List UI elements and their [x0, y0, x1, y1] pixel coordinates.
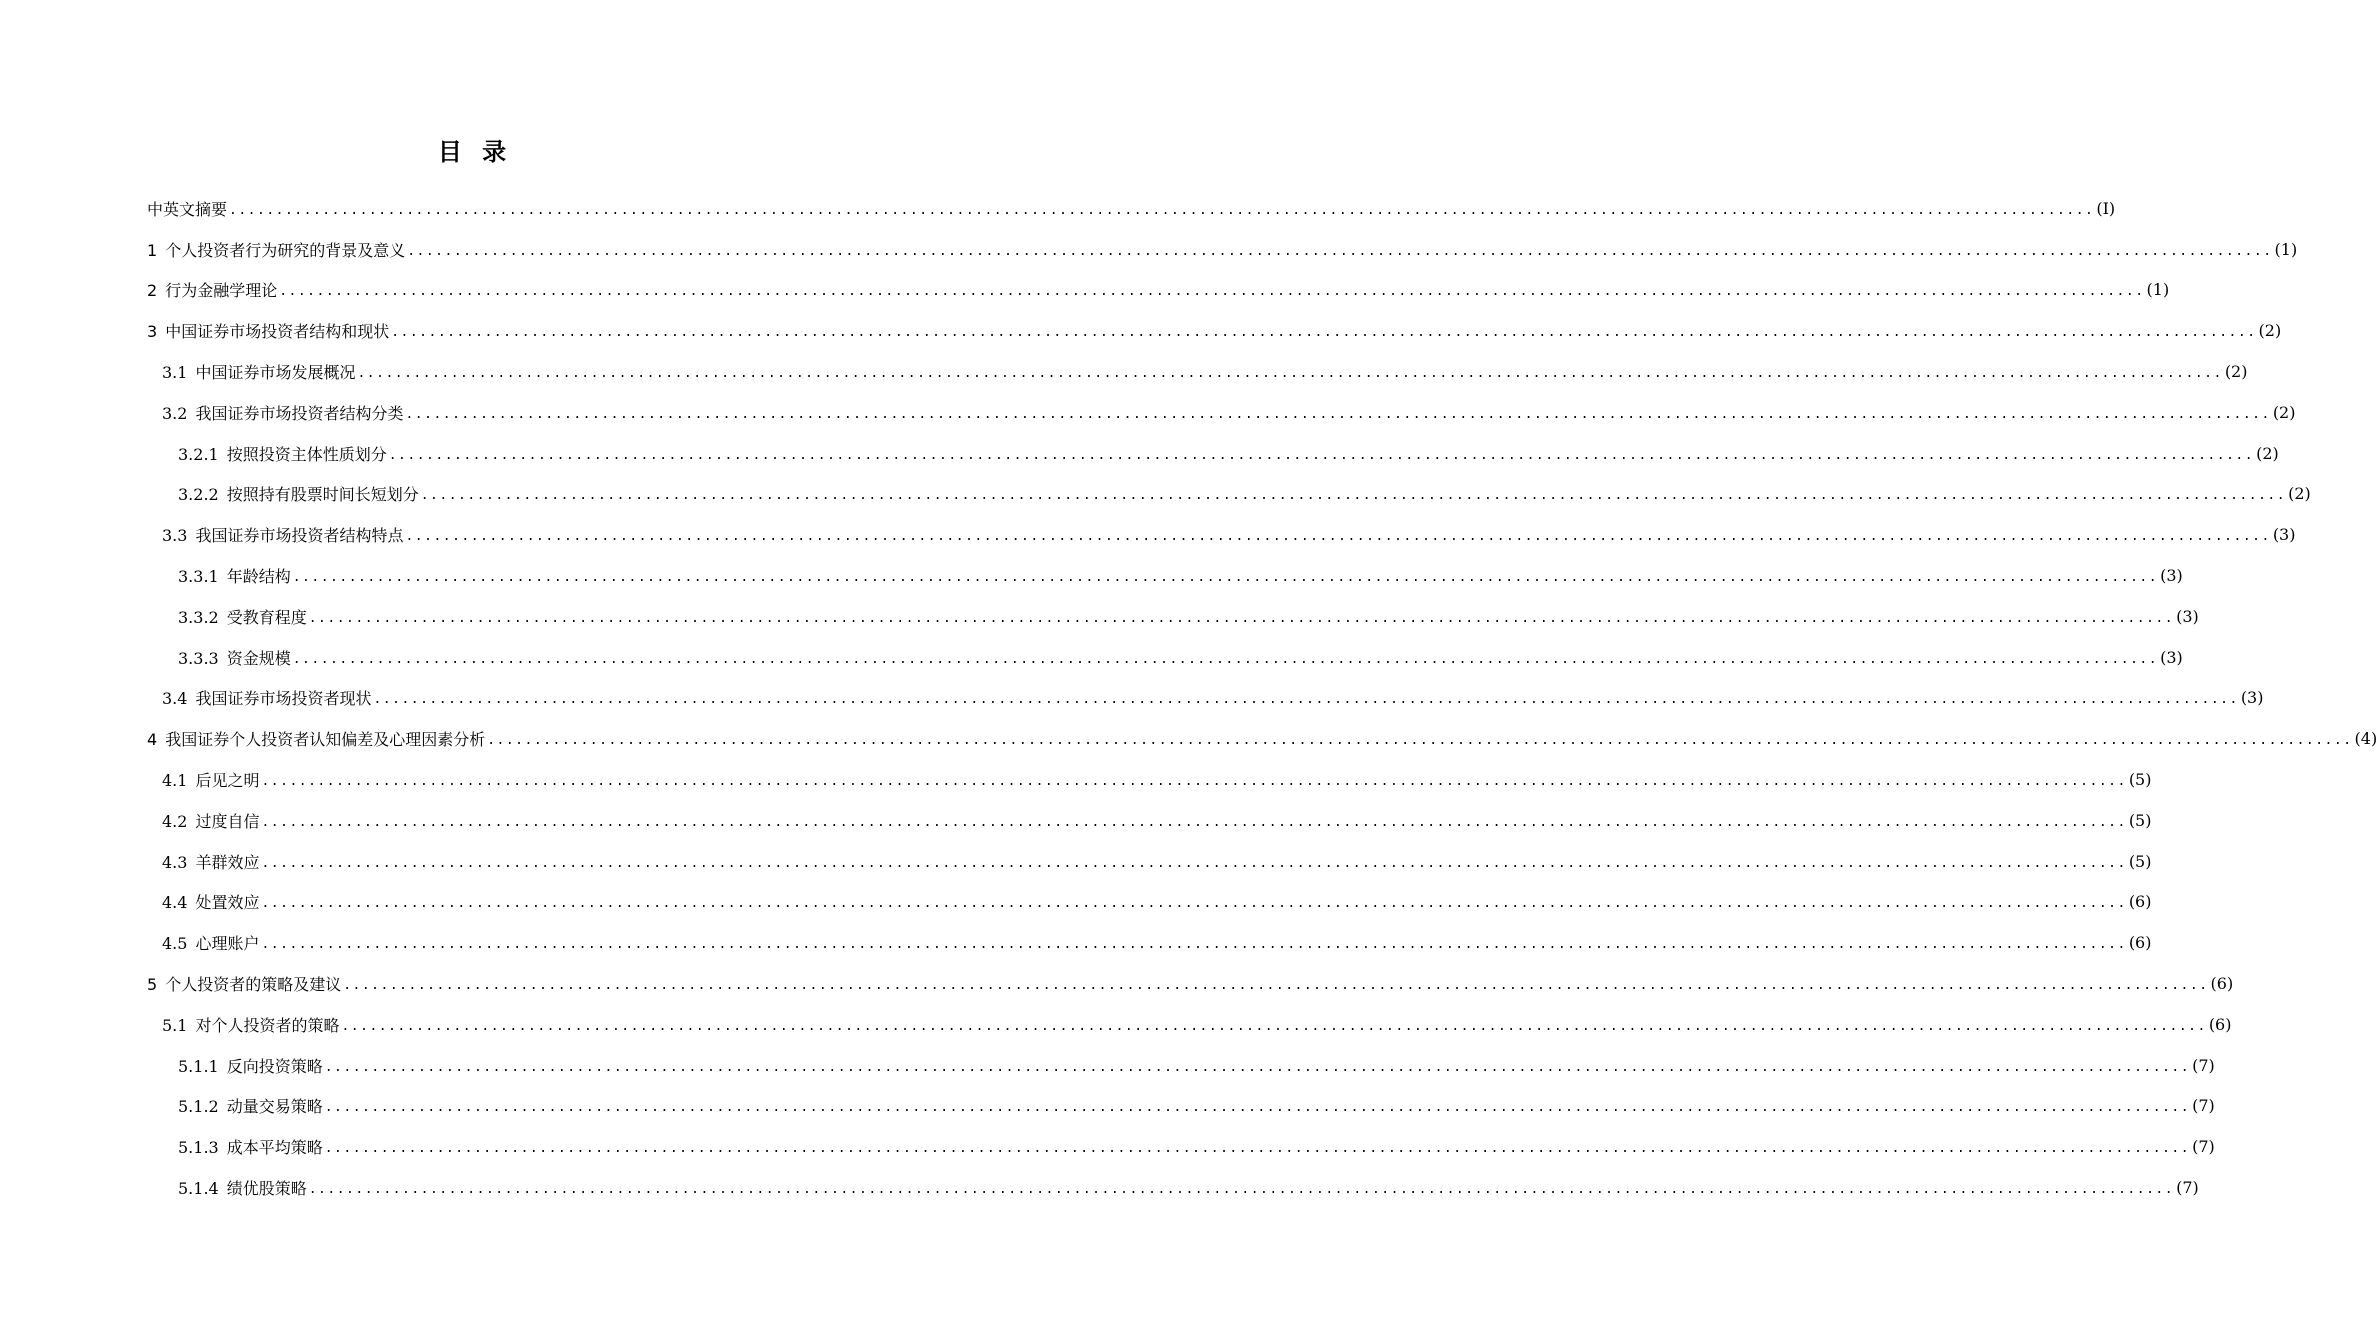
- toc-entry[interactable]: [178, 1086, 2215, 1127]
- toc-entry-number: 3.3.3: [178, 648, 219, 668]
- toc-entry-text: 按照投资主体性质划分: [226, 444, 387, 464]
- toc-entry-page-number: (7): [2192, 1055, 2215, 1075]
- toc-entry-number: 3.4: [162, 689, 188, 709]
- toc-entry-number: 5.1.3: [178, 1138, 219, 1158]
- toc-dot-leader: ........................................................................................................................................................................................................: [343, 978, 2209, 994]
- toc-entry-text: 我国证券市场投资者结构分类: [195, 403, 404, 423]
- toc-entry-label: [178, 1176, 307, 1199]
- toc-entry-number: 4.1: [162, 771, 188, 791]
- toc-entry-page-number: (5): [2128, 851, 2152, 871]
- toc-entry-label: [147, 278, 277, 301]
- toc-entry-label: [178, 564, 291, 587]
- toc-dot-leader: ........................................................................................................................................................................................................: [373, 692, 2239, 708]
- toc-entry-page-number: (2): [2272, 402, 2296, 422]
- toc-dot-leader: ........................................................................................................................................................................................................: [324, 1100, 2191, 1116]
- toc-entry-number: 3: [147, 322, 158, 342]
- toc-entry-label: [147, 972, 341, 995]
- toc-dot-leader: ........................................................................................................................................................................................................: [261, 937, 2127, 953]
- toc-entry[interactable]: [162, 759, 2152, 800]
- toc-entry[interactable]: [147, 718, 2377, 759]
- toc-entry-number: 3.2.2: [178, 485, 219, 505]
- toc-entry[interactable]: [162, 882, 2152, 923]
- toc-entry-page-number: (2): [2258, 321, 2282, 341]
- toc-entry-label: [147, 319, 389, 342]
- toc-entry-text: 中国证券市场发展概况: [195, 363, 356, 383]
- toc-entry[interactable]: [162, 514, 2296, 555]
- toc-entry[interactable]: [162, 841, 2152, 882]
- toc-entry-text: 年龄结构: [226, 567, 291, 587]
- toc-entry[interactable]: [178, 555, 2183, 596]
- toc-entry[interactable]: [147, 963, 2234, 1004]
- toc-entry-number: 3.3.1: [178, 567, 219, 587]
- toc-entry-number: 3.3: [162, 526, 188, 546]
- toc-entry-label: [162, 890, 259, 913]
- toc-entry-number: 5.1.2: [178, 1097, 219, 1117]
- toc-entry[interactable]: [178, 1126, 2215, 1167]
- toc-entry[interactable]: [162, 1004, 2232, 1045]
- toc-entry-text: 对个人投资者的策略: [195, 1015, 340, 1035]
- toc-entry-label: [162, 809, 259, 832]
- toc-entry-number: 4.5: [162, 934, 188, 954]
- toc-entry-text: 后见之明: [195, 771, 260, 791]
- toc-entry-label: [147, 238, 405, 261]
- toc-entry[interactable]: [178, 596, 2199, 637]
- toc-entry-text: 心理账户: [195, 934, 260, 954]
- toc-entry-text: 个人投资者的策略及建议: [165, 975, 342, 995]
- toc-entry-number: 5: [147, 975, 158, 995]
- toc-entry-page-number: (2): [2288, 484, 2311, 504]
- toc-dot-leader: ........................................................................................................................................................................................................: [324, 1141, 2191, 1157]
- toc-dot-leader: ........................................................................................................................................................................................................: [279, 284, 2145, 300]
- toc-entry-number: 5.1.1: [178, 1056, 219, 1076]
- toc-dot-leader: ........................................................................................................................................................................................................: [229, 202, 2095, 218]
- toc-entry-label: [162, 931, 259, 954]
- toc-entry-text: 绩优股策略: [226, 1179, 307, 1199]
- toc-dot-leader: ........................................................................................................................................................................................................: [292, 570, 2159, 586]
- toc-entry-page-number: (6): [2210, 974, 2234, 994]
- toc-entry[interactable]: [162, 392, 2296, 433]
- toc-entry-text: 过度自信: [195, 811, 260, 831]
- toc-entry-page-number: (I): [2096, 198, 2116, 218]
- toc-entry-label: [147, 197, 227, 220]
- toc-dot-leader: ........................................................................................................................................................................................................: [292, 651, 2159, 667]
- toc-dot-leader: ........................................................................................................................................................................................................: [261, 814, 2127, 830]
- toc-entry-label: [178, 1135, 323, 1158]
- toc-entry-page-number: (4): [2354, 729, 2377, 749]
- toc-entry-text: 我国证券个人投资者认知偏差及心理因素分析: [165, 730, 486, 750]
- toc-entry-page-number: (6): [2128, 933, 2152, 953]
- toc-entry-page-number: (3): [2272, 525, 2296, 545]
- toc-entry-number: 3.2: [162, 403, 188, 423]
- toc-entry-text: 中英文摘要: [147, 199, 228, 219]
- toc-entry-label: [162, 401, 403, 424]
- toc-dot-leader: ........................................................................................................................................................................................................: [407, 243, 2273, 259]
- toc-dot-leader: ........................................................................................................................................................................................................: [420, 488, 2287, 504]
- toc-entry-number: 2: [147, 281, 158, 301]
- toc-entry-label: [162, 686, 371, 709]
- toc-entry-text: 受教育程度: [226, 607, 307, 627]
- toc-entry[interactable]: [147, 188, 2116, 229]
- toc-entry-label: [162, 768, 259, 791]
- toc-entry-text: 中国证券市场投资者结构和现状: [165, 322, 390, 342]
- toc-entry-page-number: (7): [2192, 1137, 2215, 1157]
- toc-entry-page-number: (3): [2240, 688, 2264, 708]
- toc-entry-number: 3.2.1: [178, 444, 219, 464]
- toc-dot-leader: ........................................................................................................................................................................................................: [405, 529, 2271, 545]
- toc-entry[interactable]: [178, 1167, 2199, 1208]
- toc-entry-label: [178, 605, 307, 628]
- toc-dot-leader: ........................................................................................................................................................................................................: [308, 1182, 2175, 1198]
- toc-entry[interactable]: [162, 922, 2152, 963]
- toc-entry-text: 动量交易策略: [226, 1097, 323, 1117]
- toc-dot-leader: ........................................................................................................................................................................................................: [324, 1059, 2191, 1075]
- toc-entry-page-number: (3): [2176, 606, 2199, 626]
- toc-entry-label: [147, 727, 485, 750]
- toc-entry-text: 成本平均策略: [226, 1138, 323, 1158]
- toc-dot-leader: ........................................................................................................................................................................................................: [357, 366, 2223, 382]
- toc-entry-label: [178, 442, 387, 465]
- toc-entry-text: 行为金融学理论: [165, 281, 278, 301]
- toc-entry-label: [162, 850, 259, 873]
- toc-entry-label: [162, 1013, 339, 1036]
- toc-entry-text: 我国证券市场投资者结构特点: [195, 526, 404, 546]
- toc-entry-page-number: (6): [2128, 892, 2152, 912]
- toc-entry-text: 资金规模: [226, 648, 291, 668]
- toc-entry-text: 按照持有股票时间长短划分: [226, 485, 419, 505]
- toc-entry-number: 5.1.4: [178, 1179, 219, 1199]
- toc-entry-page-number: (7): [2176, 1178, 2199, 1198]
- toc-entry-page-number: (1): [2274, 239, 2298, 259]
- toc-entry-page-number: (3): [2160, 647, 2183, 667]
- toc-entry[interactable]: [162, 800, 2152, 841]
- toc-entry-number: 5.1: [162, 1015, 188, 1035]
- toc-entry[interactable]: [147, 229, 2298, 270]
- toc-dot-leader: ........................................................................................................................................................................................................: [308, 610, 2175, 626]
- toc-entry-text: 羊群效应: [195, 852, 260, 872]
- toc-entry[interactable]: [178, 637, 2183, 678]
- toc-entry-number: 4.4: [162, 893, 188, 913]
- toc-entry-page-number: (5): [2128, 770, 2152, 790]
- toc-entry-label: [162, 523, 403, 546]
- toc-entry-page-number: (2): [2256, 443, 2279, 463]
- toc-entry[interactable]: [162, 351, 2248, 392]
- toc-entry-page-number: (3): [2160, 566, 2183, 586]
- toc-entry-label: [162, 360, 355, 383]
- toc-entry[interactable]: [147, 310, 2282, 351]
- toc-entry-page-number: (6): [2208, 1014, 2232, 1034]
- toc-entry-text: 我国证券市场投资者现状: [195, 689, 372, 709]
- toc-entry-text: 个人投资者行为研究的背景及意义: [165, 240, 406, 260]
- toc-dot-leader: ........................................................................................................................................................................................................: [261, 896, 2127, 912]
- toc-entry[interactable]: [178, 1045, 2215, 1086]
- toc-entry-number: 1: [147, 240, 158, 260]
- toc-entry-page-number: (1): [2146, 280, 2170, 300]
- toc-entry-page-number: (7): [2192, 1096, 2215, 1116]
- toc-dot-leader: ........................................................................................................................................................................................................: [261, 855, 2127, 871]
- toc-entry-label: [178, 646, 291, 669]
- toc-entry[interactable]: [178, 474, 2311, 515]
- toc-dot-leader: ........................................................................................................................................................................................................: [388, 447, 2255, 463]
- toc-entry-page-number: (5): [2128, 810, 2152, 830]
- toc-entry-label: [178, 482, 419, 505]
- toc-dot-leader: ........................................................................................................................................................................................................: [487, 733, 2353, 749]
- toc-title: 目 录: [437, 138, 513, 166]
- toc-entry-number: 4: [147, 730, 158, 750]
- toc-entry-number: 3.3.2: [178, 607, 219, 627]
- toc-entry-number: 4.2: [162, 811, 188, 831]
- toc-dot-leader: ........................................................................................................................................................................................................: [261, 774, 2127, 790]
- toc-entry[interactable]: [162, 678, 2264, 719]
- toc-dot-leader: ........................................................................................................................................................................................................: [341, 1018, 2207, 1034]
- toc-entry-label: [178, 1094, 323, 1117]
- toc-dot-leader: ........................................................................................................................................................................................................: [391, 325, 2257, 341]
- toc-entry-number: 3.1: [162, 363, 188, 383]
- toc-entry[interactable]: [178, 433, 2279, 474]
- toc-entry-label: [178, 1054, 323, 1077]
- toc-dot-leader: ........................................................................................................................................................................................................: [405, 406, 2271, 422]
- toc-entry-page-number: (2): [2224, 362, 2248, 382]
- toc-entry-text: 反向投资策略: [226, 1056, 323, 1076]
- toc-entry[interactable]: [147, 270, 2170, 311]
- toc-entry-number: 4.3: [162, 852, 188, 872]
- toc-entry-text: 处置效应: [195, 893, 260, 913]
